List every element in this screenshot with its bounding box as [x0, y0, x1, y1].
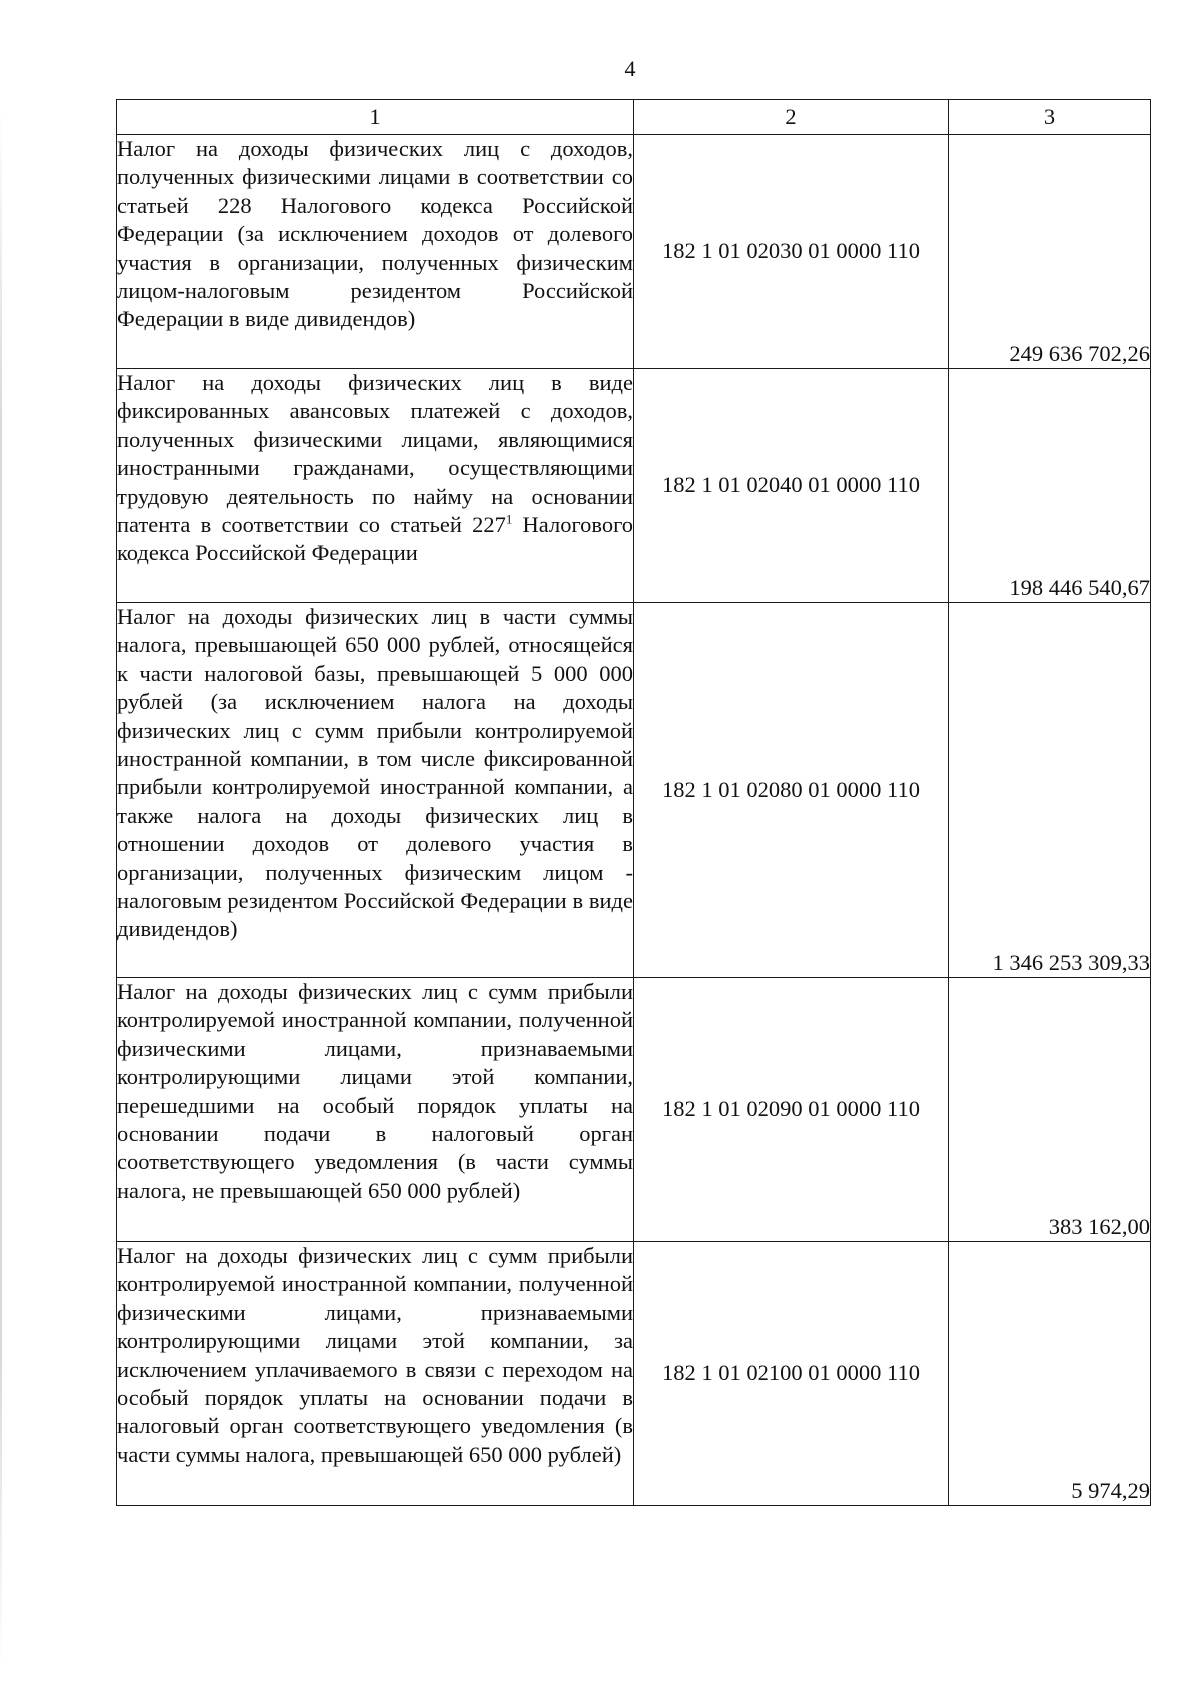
- table-row: [117, 369, 1151, 603]
- amount-cell: 198 446 540,67: [949, 369, 1151, 603]
- table-row: [117, 135, 1151, 369]
- table-row: [117, 1242, 1151, 1506]
- revenue-name-cell: Налог на доходы физических лиц с сумм прибыли контролируемой иностранной компании, полученной физическими лицами, признаваемыми контролирующими лицами этой компании, за исключением уплачиваемого в связи с переходом на особый порядок уплаты на основании подачи в налоговый орган соответствующего уведомления (в части суммы налога, превышающей 650 000 рублей): [117, 1242, 634, 1506]
- budget-code-cell: 182 1 01 02100 01 0000 110: [634, 1242, 949, 1506]
- table-row: [117, 978, 1151, 1242]
- revenue-name-cell: Налог на доходы физических лиц с доходов, полученных физическими лицами в соответствии со статьей 228 Налогового кодекса Российской Федерации (за исключением доходов от долевого участия в организации, полученных физическим лицом-налоговым резидентом Российской Федерации в виде дивидендов): [117, 135, 634, 369]
- table-row: [117, 603, 1151, 978]
- budget-code-cell: 182 1 01 02030 01 0000 110: [634, 135, 949, 369]
- budget-code-cell: 182 1 01 02080 01 0000 110: [634, 603, 949, 978]
- scan-margin-shadow: [0, 110, 2, 1670]
- page-number: 4: [624, 56, 636, 81]
- revenue-table: [116, 99, 1151, 1506]
- column-header-3: 3: [949, 100, 1151, 135]
- column-header-1: 1: [117, 100, 634, 135]
- budget-code-cell: 182 1 01 02090 01 0000 110: [634, 978, 949, 1242]
- amount-cell: 249 636 702,26: [949, 135, 1151, 369]
- amount-cell: 1 346 253 309,33: [949, 603, 1151, 978]
- superscript-index: 1: [505, 511, 513, 527]
- revenue-name-text-continued: Налогового кодекса Российской Федерации: [117, 512, 634, 566]
- table-header-row: [117, 100, 1151, 135]
- budget-code-cell: 182 1 01 02040 01 0000 110: [634, 369, 949, 603]
- amount-cell: 5 974,29: [949, 1242, 1151, 1506]
- amount-cell: 383 162,00: [949, 978, 1151, 1242]
- revenue-name-text: Налог на доходы физических лиц в виде фиксированных авансовых платежей с доходов, полученных физическими лицами, являющимися иностранными гражданами, осуществляющими трудовую деятельность по найму на основании патента в соответствии со статьей 227: [117, 370, 633, 538]
- revenue-name-cell: Налог на доходы физических лиц в части суммы налога, превышающей 650 000 рублей, относящейся к части налоговой базы, превышающей 5 000 000 рублей (за исключением налога на доходы физических лиц с сумм прибыли контролируемой иностранной компании, в том числе фиксированной прибыли контролируемой иностранной компании, а также налога на доходы физических лиц в отношении доходов от долевого участия в организации, полученных физическим лицом - налоговым резидентом Российской Федерации в виде дивидендов): [117, 603, 634, 978]
- revenue-name-cell: Налог на доходы физических лиц с сумм прибыли контролируемой иностранной компании, полученной физическими лицами, признаваемыми контролирующими лицами этой компании, перешедшими на особый порядок уплаты на основании подачи в налоговый орган соответствующего уведомления (в части суммы налога, не превышающей 650 000 рублей): [117, 978, 634, 1242]
- revenue-name-cell: [117, 369, 634, 603]
- column-header-2: 2: [634, 100, 949, 135]
